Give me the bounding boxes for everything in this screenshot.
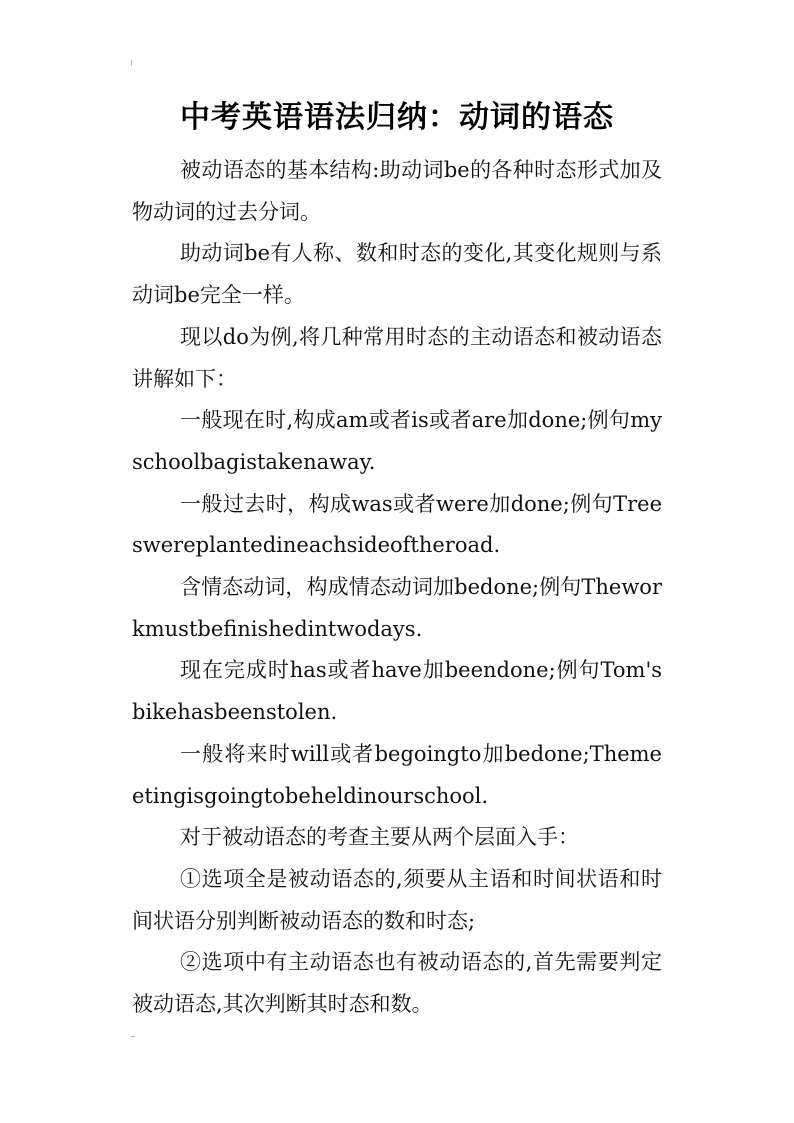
paragraph-simple-future: 一般将来时will或者begoingto加bedone;Themeetingisgoingtobeheldinourschool.: [132, 741, 662, 808]
paragraph-option-mixed-voice: ②选项中有主动语态也有被动语态的,首先需要判定被动语态,其次判断其时态和数。: [132, 950, 662, 1017]
document-body: [132, 150, 662, 1026]
paragraph-do-example-intro: 现以do为例,将几种常用时态的主动语态和被动语态讲解如下：: [132, 324, 662, 391]
paragraph-simple-present: 一般现在时,构成am或者is或者are加done;例句myschoolbagistakenaway.: [132, 408, 662, 474]
paragraph-modal-verbs: 含情态动词，构成情态动词加bedone;例句Theworkmustbefinishedintwodays.: [132, 575, 662, 641]
corner-mark: [131, 60, 132, 66]
page-title: 中考英语语法归纳：动词的语态: [180, 100, 614, 135]
paragraph-be-changes: 助动词be有人称、数和时态的变化,其变化规则与系动词be完全一样。: [132, 241, 662, 308]
paragraph-passive-structure: 被动语态的基本结构:助动词be的各种时态形式加及物动词的过去分词。: [132, 158, 662, 224]
paragraph-simple-past: 一般过去时，构成was或者were加done;例句Treeswereplantedineachsideoftheroad.: [132, 491, 662, 558]
paragraph-present-perfect: 现在完成时has或者have加beendone;例句Tom'sbikehasbeenstolen.: [132, 658, 662, 725]
corner-mark: [131, 1036, 135, 1037]
paragraph-exam-focus: 对于被动语态的考查主要从两个层面入手：: [180, 825, 579, 850]
paragraph-option-all-passive: ①选项全是被动语态的,须要从主语和时间状语和时间状语分别判断被动语态的数和时态;: [132, 866, 662, 933]
